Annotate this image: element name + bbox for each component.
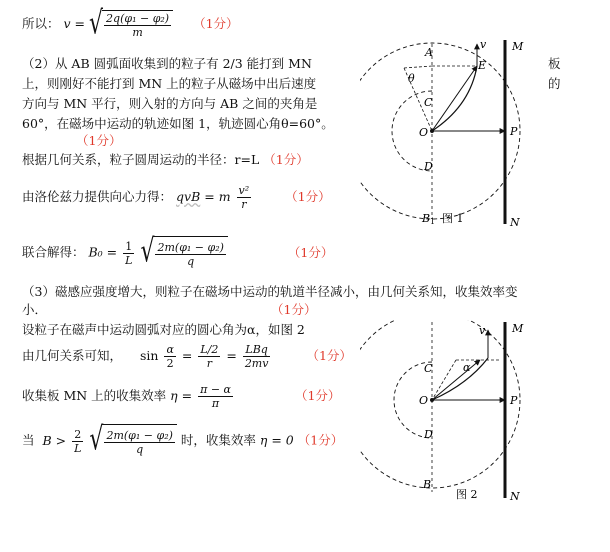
fraction — [123, 240, 134, 267]
label-p: P — [510, 125, 518, 138]
var-m: m — [218, 189, 231, 204]
var-v: v — [63, 16, 71, 31]
condition-mid: 时，收集效率 — [180, 432, 256, 448]
lorentz-lhs: qvB — [176, 189, 201, 204]
label-e: E — [478, 59, 487, 72]
label-d: D — [424, 428, 433, 441]
fraction-numerator: α — [166, 343, 174, 356]
b0-lhs: B₀ = — [88, 244, 118, 260]
lorentz-line — [22, 182, 331, 212]
equals: = — [181, 348, 193, 363]
result-v-line — [22, 5, 239, 42]
fraction-denominator: q — [187, 255, 195, 268]
fraction-numerator: v² — [238, 184, 250, 197]
p2-line-1: （2）从 AB 圆弧面收集到的粒子有 2/3 能打到 MN — [22, 56, 312, 71]
score-badge: （1分） — [263, 152, 309, 167]
fraction-denominator: m — [132, 26, 143, 39]
lorentz-prefix: 由洛伦兹力提供向心力得： — [22, 189, 173, 204]
fraction-denominator: 2 — [166, 357, 174, 370]
p3-line-2-text: 小． — [22, 302, 48, 317]
fraction — [155, 241, 225, 268]
sin-label: sin — [140, 348, 159, 363]
label-m: M — [512, 322, 524, 335]
label-alpha: α — [463, 361, 471, 374]
sqrt-expression: √ $\frac{\text{2m(φ₁ − φ₂)}}{q}$ — [89, 424, 176, 458]
figure-2-caption: 图 2 — [456, 488, 478, 501]
p2-line-1-tail: 板 — [548, 56, 561, 71]
figure-1-caption: 图 1 — [442, 212, 464, 225]
fraction-numerator: L/2 — [200, 343, 219, 356]
p2-radius-line — [22, 152, 309, 168]
label-o: O — [419, 394, 429, 407]
sin-line — [22, 340, 352, 372]
label-a: A — [425, 46, 433, 59]
sqrt-expression: √ $\frac{\text{2q(φ₁ − φ₂)}}{m}$ — [89, 10, 173, 39]
p2-line-3: 方向与 MN 平行，则入射的方向与 AB 之间的夹角是 — [22, 96, 318, 111]
fraction-denominator: L — [125, 253, 133, 267]
p3-line-1: （3）磁感应强度增大，则粒子在磁场中运动的轨道半径减小，由几何关系知，收集效率变 — [22, 284, 518, 299]
figure-2-diagram — [360, 320, 560, 510]
p2-line-4: 60°，在磁场中运动的轨迹如图 1，轨迹圆心角θ=60°。 — [22, 116, 334, 131]
p2-line-2: 上，则刚好不能打到 MN 上的粒子从磁场中出后速度 — [22, 76, 317, 91]
center-o-dot — [430, 129, 434, 133]
label-m: M — [512, 40, 524, 53]
label-b: B — [422, 212, 431, 225]
efficiency-prefix: 收集板 MN 上的收集效率 — [22, 388, 167, 403]
b0-line — [22, 236, 333, 270]
p3-line-2 — [22, 302, 316, 318]
score-badge: （1分） — [297, 432, 344, 448]
fraction — [243, 343, 271, 370]
score-badge: （1分） — [76, 133, 122, 148]
b0-prefix: 联合解得： — [22, 244, 85, 260]
trajectory-arc — [432, 358, 488, 400]
label-c: C — [424, 362, 433, 375]
fraction-numerator: 2m(φ₁ − φ₂) — [106, 429, 173, 442]
fraction-denominator: r — [206, 357, 212, 370]
score-badge: （1分） — [287, 244, 334, 260]
label-b: B — [423, 478, 432, 491]
p2-line-2-tail: 的 — [548, 76, 561, 91]
label-v: v — [479, 324, 486, 337]
fraction — [72, 428, 83, 455]
b-lhs: B > — [42, 432, 67, 448]
fraction-denominator: q — [136, 443, 144, 456]
score-badge: （1分） — [271, 302, 317, 317]
fraction — [198, 383, 233, 410]
fraction — [104, 12, 171, 39]
score-badge: （1分） — [193, 16, 239, 31]
fraction — [237, 184, 252, 211]
score-badge: （1分） — [285, 189, 331, 204]
label-v: v — [480, 38, 487, 51]
condition-prefix: 当 — [22, 432, 35, 448]
fraction-numerator: LBq — [245, 343, 268, 356]
result-prefix: 所以： — [22, 16, 60, 31]
fraction-numerator: 2q(φ₁ − φ₂) — [106, 12, 170, 25]
label-b-sub: 1 — [430, 217, 436, 226]
eta-lhs: η = — [170, 388, 193, 403]
score-badge: （1分） — [306, 348, 352, 363]
fraction-denominator: 2mv — [244, 357, 269, 370]
radius-arrow — [432, 360, 480, 400]
eta-zero: η = 0 — [259, 432, 294, 448]
equals: = — [74, 16, 86, 31]
label-o: O — [419, 126, 429, 139]
sin-prefix: 由几何关系可知， — [22, 348, 123, 363]
fraction-denominator: π — [211, 397, 220, 410]
fraction — [104, 429, 174, 456]
outer-dashed-circle — [360, 320, 520, 488]
sqrt-expression: √ $\frac{\text{2m(φ₁ − φ₂)}}{q}$ — [140, 236, 227, 270]
fraction-numerator: 2m(φ₁ − φ₂) — [157, 241, 224, 254]
figure-1-diagram — [360, 36, 560, 236]
label-theta: θ — [408, 72, 415, 85]
radius-text: 根据几何关系，粒子圆周运动的半径：r=L — [22, 152, 260, 167]
efficiency-line — [22, 380, 340, 412]
center-o-dot — [430, 398, 434, 402]
fraction-numerator: π − α — [200, 383, 231, 396]
fraction — [198, 343, 220, 370]
label-p: P — [510, 394, 518, 407]
top-dashed — [404, 66, 432, 68]
fraction-numerator: 1 — [125, 239, 133, 253]
label-n: N — [510, 216, 520, 229]
p3-line-3: 设粒子在磁声中运动圆弧对应的圆心角为α，如图 2 — [22, 322, 305, 337]
condition-line — [22, 424, 343, 458]
equals: = — [204, 189, 215, 204]
score-badge: （1分） — [294, 388, 341, 403]
label-d: D — [424, 160, 433, 173]
fraction-numerator: 2 — [74, 427, 82, 441]
equals: = — [226, 348, 237, 363]
fraction-denominator: L — [74, 441, 82, 455]
oe-arrow — [432, 66, 477, 131]
label-c: C — [424, 96, 433, 109]
label-n: N — [510, 490, 520, 503]
fraction — [164, 343, 175, 370]
fraction-denominator: r — [241, 198, 247, 211]
